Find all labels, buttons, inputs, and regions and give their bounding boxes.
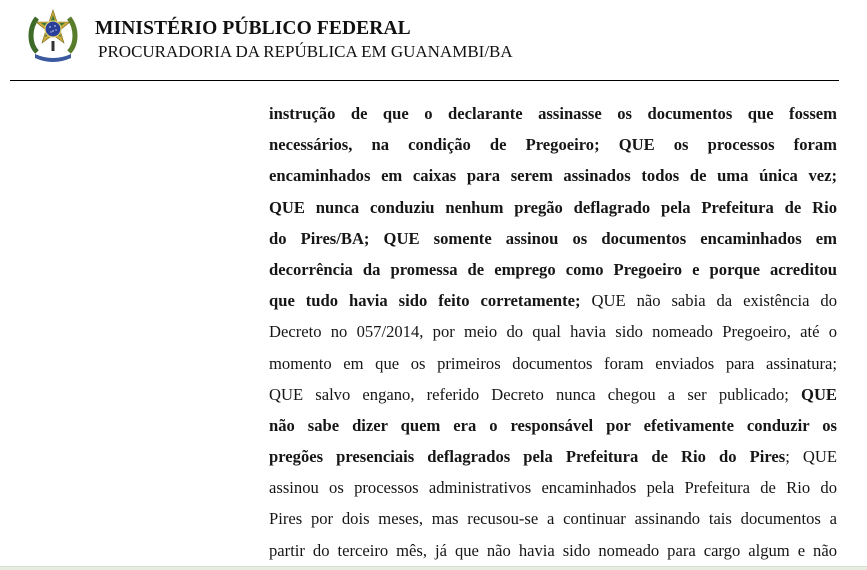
text-line	[269, 441, 837, 472]
text-segment: QUE não sabia da existência do	[580, 291, 837, 311]
text-line	[269, 379, 837, 410]
text-segment-bold: do Pires/BA; QUE somente assinou os documentos encaminhados em	[269, 228, 837, 248]
text-segment-bold: decorrência da promessa de emprego como Pregoeiro e porque acreditou	[269, 259, 837, 279]
page-bottom-edge	[0, 566, 867, 570]
text-segment: momento em que os primeiros documentos foram enviados para assinatura;	[269, 353, 837, 373]
text-segment: Pires por dois meses, mas recusou-se a continuar assinando tais documentos a	[269, 509, 837, 529]
text-segment-bold: QUE nunca conduziu nenhum pregão deflagrado pela Prefeitura de Rio	[269, 197, 837, 217]
text-segment: partir do terceiro mês, já que não havia sido nomeado para cargo algum e não	[269, 540, 837, 560]
text-segment-bold: instrução de que o declarante assinasse os documentos que fossem	[269, 104, 837, 123]
text-segment: assinou os processos administrativos encaminhados pela Prefeitura de Rio do	[269, 478, 837, 498]
text-line	[269, 192, 837, 223]
header-divider	[10, 80, 839, 81]
text-segment: Decreto no 057/2014, por meio do qual havia sido nomeado Pregoeiro, até o	[269, 322, 837, 342]
text-segment-bold: necessários, na condição de Pregoeiro; QUE os processos foram	[269, 135, 837, 155]
text-line	[269, 160, 837, 191]
text-segment-bold: pregões presenciais deflagrados pela Prefeitura de Rio do Pires	[269, 447, 786, 467]
text-line	[269, 316, 837, 347]
text-line	[269, 535, 837, 566]
organization-subtitle: PROCURADORIA DA REPÚBLICA EM GUANAMBI/BA	[98, 42, 513, 61]
text-line	[269, 348, 837, 379]
text-line	[269, 223, 837, 254]
text-line	[269, 98, 837, 129]
text-line	[269, 472, 837, 503]
organization-title: MINISTÉRIO PÚBLICO FEDERAL	[95, 18, 411, 39]
text-segment-bold: QUE	[801, 384, 837, 404]
text-segment: ; QUE	[785, 447, 837, 467]
text-segment: QUE salvo engano, referido Decreto nunca chegou a ser publicado;	[269, 384, 802, 404]
text-segment-bold: que tudo havia sido feito corretamente;	[269, 291, 581, 311]
document-header	[0, 0, 867, 82]
text-segment-bold: não sabe dizer quem era o responsável por efetivamente conduzir os	[269, 415, 837, 435]
text-line	[269, 285, 837, 316]
text-line	[269, 410, 837, 441]
text-line	[269, 254, 837, 285]
text-line	[269, 129, 837, 160]
testimony-text	[269, 98, 837, 566]
text-segment-bold: encaminhados em caixas para serem assinados todos de uma única vez;	[269, 166, 837, 186]
text-line	[269, 503, 837, 534]
brazil-coat-of-arms-icon	[27, 8, 79, 66]
